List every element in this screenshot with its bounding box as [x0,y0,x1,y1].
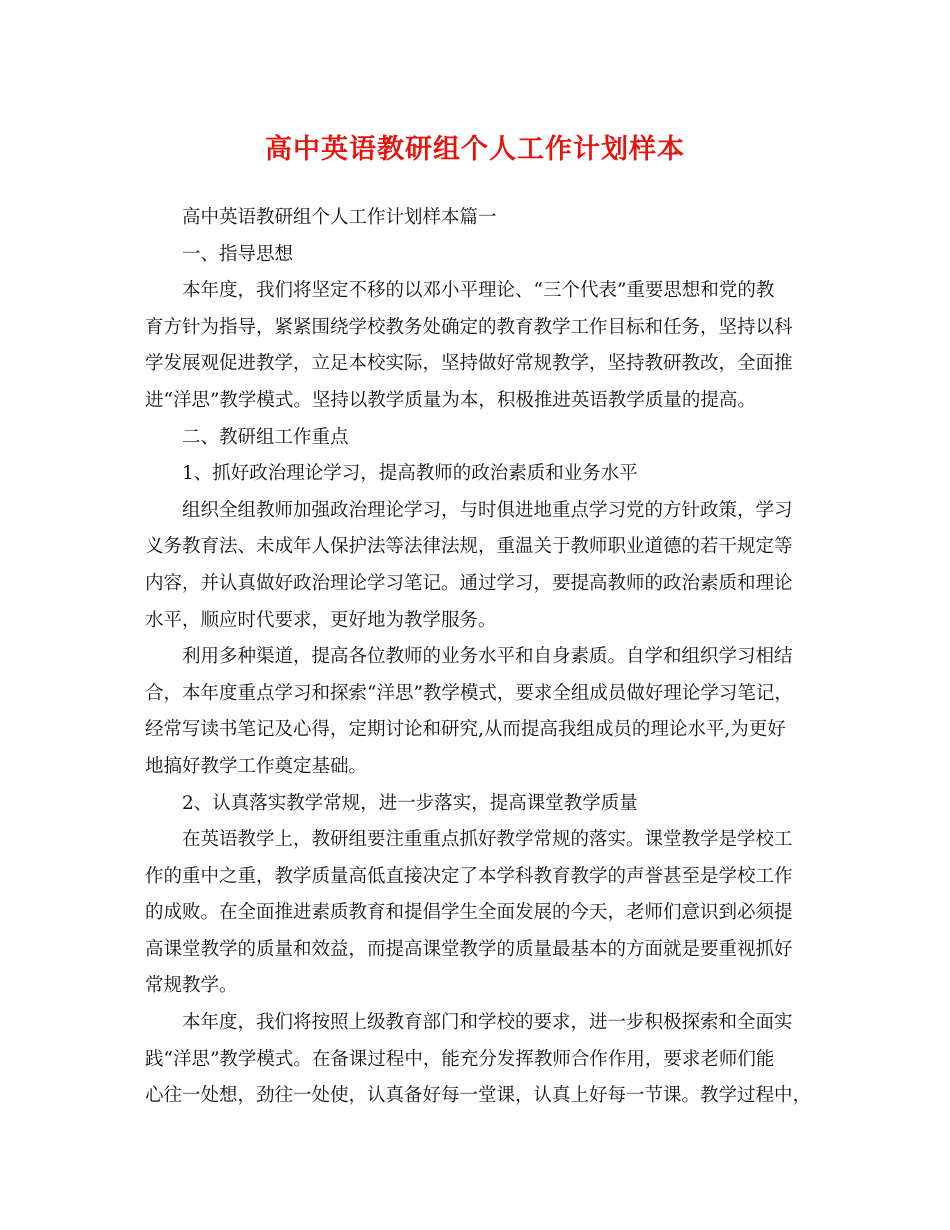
paragraph-line: 心往一处想，劲往一处使，认真备好每一堂课，认真上好每一节课。教学过程中， [145,1085,812,1107]
paragraph-line: 常规教学。 [145,975,238,997]
paragraph-line: 作的重中之重，教学质量高低直接决定了本学科教育教学的声誉甚至是学校工作 [145,865,793,887]
paragraph-line: 本年度，我们将按照上级教育部门和学校的要求，进一步积极探索和全面实 [182,1012,793,1034]
paragraph-line: 水平，顺应时代要求，更好地为教学服务。 [145,609,497,631]
paragraph-line: 2、认真落实教学常规，进一步落实，提高课堂教学质量 [182,792,638,814]
paragraph-line: 践“洋思”教学模式。在备课过程中，能充分发挥教师合作作用，要求老师们能 [145,1048,775,1070]
paragraph-line: 利用多种渠道，提高各位教师的业务水平和自身素质。自学和组织学习相结 [182,646,793,668]
document-title: 高中英语教研组个人工作计划样本 [265,134,685,165]
paragraph-line: 义务教育法、未成年人保护法等法律法规，重温关于教师职业道德的若干规定等 [145,536,793,558]
paragraph-line: 高课堂教学的质量和效益，而提高课堂教学的质量最基本的方面就是要重视抓好 [145,938,793,960]
paragraph-line: 学发展观促进教学，立足本校实际，坚持做好常规教学，坚持教研教改，全面推 [145,353,793,375]
paragraph-line: 组织全组教师加强政治理论学习，与时俱进地重点学习党的方针政策，学习 [182,499,793,521]
document-body [145,200,812,1115]
paragraph-line: 一、指导思想 [182,243,294,265]
paragraph-line: 进“洋思”教学模式。坚持以教学质量为本，积极推进英语教学质量的提高。 [145,389,756,411]
paragraph-line: 1、抓好政治理论学习，提高教师的政治素质和业务水平 [182,463,638,485]
paragraph-line: 的成败。在全面推进素质教育和提倡学生全面发展的今天，老师们意识到必须提 [145,902,793,924]
paragraph-line: 经常写读书笔记及心得，定期讨论和研究,从而提高我组成员的理论水平,为更好 [145,719,786,741]
paragraph-line: 合，本年度重点学习和探索“洋思”教学模式，要求全组成员做好理论学习笔记， [145,682,793,704]
paragraph-line: 在英语教学上，教研组要注重重点抓好教学常规的落实。课堂教学是学校工 [182,829,793,851]
paragraph-line: 育方针为指导，紧紧围绕学校教务处确定的教育教学工作目标和任务，坚持以科 [145,316,793,338]
paragraph-line: 内容，并认真做好政治理论学习笔记。通过学习，要提高教师的政治素质和理论 [145,572,793,594]
paragraph-line: 高中英语教研组个人工作计划样本篇一 [182,207,497,228]
paragraph-line: 本年度，我们将坚定不移的以邓小平理论、“三个代表”重要思想和党的教 [182,280,775,302]
paragraph-line: 二、教研组工作重点 [182,426,349,448]
paragraph-line: 地搞好教学工作奠定基础。 [145,755,368,777]
